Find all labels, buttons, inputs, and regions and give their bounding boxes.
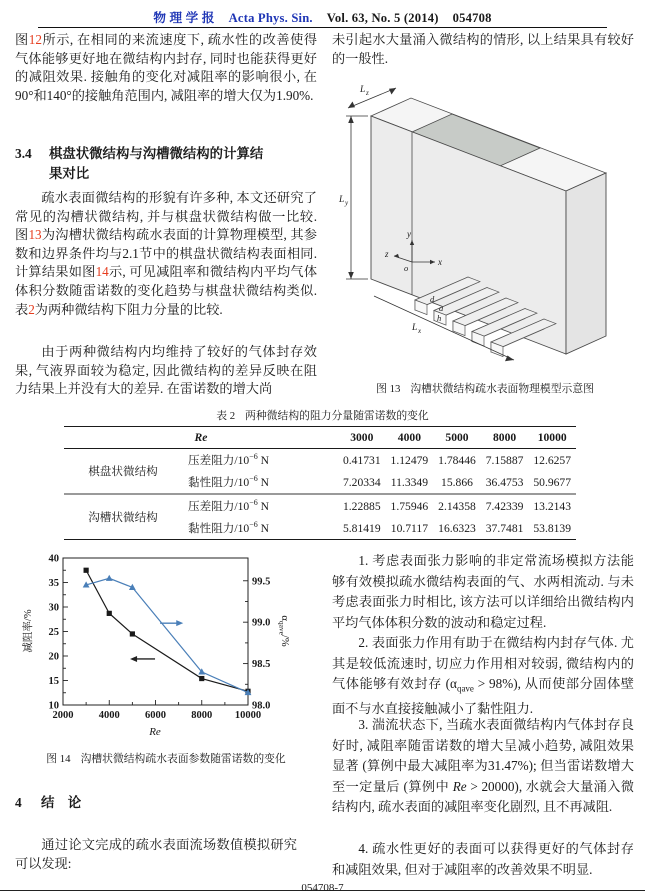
chart-ylabel-left: 减阻率/%	[23, 609, 34, 653]
svg-text:4000: 4000	[98, 710, 120, 721]
cell: 11.3349	[390, 475, 429, 489]
cell: 53.8139	[533, 521, 572, 535]
reynolds-symbol: Re	[452, 778, 467, 794]
text-run: 3. 湍流状态下, 当疏水表面微结构内气体封存良好时, 减阻率随雷诺数的增大呈减小趋势, 减阻效果显著 (算例中最大减阻率为31.47%); 但当雷诺数增大至一定量后 (算例中	[332, 717, 634, 794]
conclusion-4: 4. 疏水性更好的表面可以获得更好的气体封存和减阻效果, 但对于减阻率的改善效果不明显.	[332, 841, 634, 877]
table-row	[64, 449, 576, 472]
row-label	[182, 449, 338, 472]
figure-13-caption	[335, 381, 635, 396]
conclusion-1: 1. 考虑表面张力影响的非定常流场模拟方法能够有效模拟疏水微结构表面的气、水两相流动. 与未考虑表面张力时相比, 该方法可以详细给出微结构内平均气体体积分数的波动和稳定过程.	[332, 553, 634, 630]
cell: 1.12479	[390, 453, 429, 467]
svg-text:35: 35	[48, 578, 59, 589]
conclusion-2	[332, 633, 634, 720]
cell: 1.22885	[338, 494, 386, 517]
col-header: 8000	[481, 427, 529, 449]
svg-text:10000: 10000	[234, 710, 262, 721]
chart-plot-area	[49, 554, 271, 722]
paragraph-generality: 未引起水大量涌入微结构的情形, 以上结果具有较好的一般性.	[332, 32, 634, 66]
figure-14-caption	[15, 751, 317, 766]
ly-label: L	[339, 195, 345, 205]
ylabel-right-unit: /%	[279, 635, 290, 647]
text-run: 所示, 在相同的来流速度下, 疏水性的改善使得气体能够更好地在微结构内封存, 同时也能获得更好的减阻效果. 接触角的变化对减阻率的影响很小, 在90°和140°的接触角范围内, 减阻率的增大仅为1.90%.	[15, 32, 318, 103]
cell: 0.41731	[342, 453, 381, 467]
ylabel-right-alpha: α	[279, 615, 290, 621]
svg-text:6000: 6000	[145, 710, 166, 721]
row-label-unit: N	[257, 522, 269, 535]
svg-text:8000: 8000	[191, 710, 213, 721]
text-run: 为两种微结构下阻力分量的比较.	[34, 301, 223, 317]
conclusion-3	[332, 715, 634, 818]
section-heading-4	[15, 793, 317, 813]
row-label	[182, 471, 338, 494]
cell: 7.42339	[481, 494, 529, 517]
lx-label: L	[412, 323, 418, 333]
row-label-unit: N	[257, 454, 269, 467]
section-heading-3-4	[15, 144, 317, 184]
ly-label-sub: y	[345, 199, 349, 207]
slab-right-face	[566, 173, 606, 354]
lz-label-sub: z	[366, 89, 369, 97]
figure-13-3d-model	[338, 80, 638, 378]
lz-label: L	[360, 85, 366, 95]
table-ref-2: 2	[28, 301, 35, 317]
row-label-unit: N	[257, 476, 269, 489]
cell: 1.78446	[438, 453, 476, 467]
journal-name-cn: 物 理 学 报	[153, 11, 215, 25]
svg-text:98.5: 98.5	[252, 659, 271, 671]
svg-text:99.5: 99.5	[252, 576, 271, 588]
cell: 2.14358	[433, 494, 481, 517]
ly-dimension-arrow	[346, 116, 368, 279]
row-label-text: 压差阻力/10	[188, 454, 250, 467]
text-run: 疏水表面微结构的形貌有许多种, 本文还研究了常见的沟槽状微结构, 并与棋盘状微结构做一比较. 图	[15, 190, 317, 243]
lx-label-sub: x	[418, 327, 422, 335]
cell: 7.20334	[342, 475, 381, 489]
text-run: > 98%), 从而使部分固体壁面不与水直接接触减小了黏性阻力.	[332, 676, 634, 717]
cell: 36.4753	[485, 475, 524, 489]
axis-x-label: x	[438, 257, 442, 267]
cell: 1.75946	[386, 494, 434, 517]
svg-text:25: 25	[48, 627, 59, 638]
cell: 37.7481	[485, 521, 524, 535]
section-number: 4	[15, 795, 22, 810]
table-header-row	[64, 427, 576, 449]
row-label-unit: N	[257, 500, 269, 513]
svg-text:30: 30	[48, 602, 59, 614]
col-header: 5000	[433, 427, 481, 449]
row-label-text: 压差阻力/10	[188, 500, 250, 513]
row-label	[182, 517, 338, 540]
cell: 10.7117	[390, 521, 429, 535]
table-2-caption-tag: 表 2	[216, 410, 236, 422]
axis-z-label: z	[385, 249, 389, 259]
alpha-qave-subscript: qave	[456, 683, 474, 694]
paragraph-conclusion-intro: 通过论文完成的疏水表面流场数值模拟研究可以发现:	[15, 837, 297, 871]
text-run: 2. 表面张力作用有助于在微结构内封存气体. 尤其是较低流速时, 切应力作用相对较弱, 微结构内的气体能够有效封存 (α	[332, 635, 634, 692]
row-label-text: 黏性阻力/10	[188, 522, 250, 535]
svg-text:99.0: 99.0	[252, 617, 271, 629]
journal-name-en: Acta Phys. Sin.	[228, 11, 313, 25]
figure-14-chart	[18, 550, 308, 750]
origin-label: o	[404, 263, 409, 273]
cell: 12.6257	[533, 453, 572, 467]
table-2	[64, 426, 576, 540]
svg-text:2000: 2000	[52, 710, 74, 721]
figure-14-caption-text: 沟槽状微结构疏水表面参数随雷诺数的变化	[80, 753, 286, 765]
volume-info: Vol. 63, No. 5 (2014)	[326, 11, 439, 25]
group-name: 棋盘状微结构	[88, 465, 158, 478]
cell: 13.2143	[528, 494, 576, 517]
svg-text:10: 10	[48, 700, 59, 712]
cell: 5.81419	[342, 521, 381, 535]
svg-text:98.0: 98.0	[252, 700, 271, 712]
chart-xlabel: Re	[149, 726, 161, 738]
row-label-sup: −6	[249, 520, 258, 530]
row-label-text: 黏性阻力/10	[188, 476, 250, 489]
section-title: 结 论	[41, 795, 82, 810]
row-label-sup: −6	[249, 498, 258, 508]
groove-a-label: a	[439, 303, 444, 313]
journal-header	[0, 7, 645, 26]
paragraph-groove-model	[15, 189, 317, 319]
table-row	[64, 494, 576, 517]
col-header: 4000	[386, 427, 434, 449]
paragraph-drag-comparison: 由于两种微结构内均维持了较好的气体封存效果, 气液界面较为稳定, 因此微结构的差异反映在阻力结果上并没有大的差异. 在雷诺数的增大尚	[15, 344, 317, 397]
page-footer: 054708-7	[301, 882, 344, 894]
ylabel-right-sub: qave	[277, 620, 287, 636]
svg-text:40: 40	[48, 553, 59, 565]
text-run: > 20000), 水就会大量涌入微结构内, 疏水表面的减阻率变化剧烈, 且不再减阻.	[332, 778, 634, 815]
re-header: Re	[64, 427, 338, 449]
section-number: 3.4	[15, 146, 32, 161]
row-label	[182, 494, 338, 517]
row-label-sup: −6	[249, 474, 258, 484]
svg-text:20: 20	[48, 651, 59, 663]
group-name: 沟槽状微结构	[64, 494, 182, 540]
figure-13-caption-text: 沟槽状微结构疏水表面物理模型示意图	[410, 383, 594, 395]
paragraph-contact-angle	[15, 31, 317, 105]
table-2-caption	[0, 408, 645, 423]
row-label-sup: −6	[249, 452, 258, 462]
figure-ref-13: 13	[28, 227, 42, 243]
text-run: 为沟槽状微结构疏水表面的计算物理模型, 其参数和边界条件均与2.1节中的棋盘状微结构表面相同. 计算结果如图	[15, 227, 318, 280]
figure-13-caption-tag: 图 13	[376, 383, 401, 395]
cell: 15.866	[441, 475, 473, 489]
header-rule	[38, 27, 607, 28]
article-number: 054708	[452, 11, 492, 25]
svg-text:15: 15	[48, 676, 59, 687]
figure-ref-14: 14	[95, 264, 109, 280]
figure-14-caption-tag: 图 14	[46, 753, 71, 765]
section-title: 棋盘状微结构与沟槽微结构的计算结果对比	[49, 146, 264, 181]
text-run: 图	[15, 32, 29, 47]
chart-ylabel-right	[278, 615, 291, 647]
lz-dimension-arrow	[348, 88, 396, 108]
axis-y-label: y	[407, 229, 411, 239]
col-header: 3000	[338, 427, 386, 449]
cell: 16.6323	[438, 521, 476, 535]
figure-ref-12: 12	[28, 32, 42, 47]
groove-d-label: d	[430, 294, 435, 304]
cell: 7.15887	[485, 453, 524, 467]
groove-h-label: h	[437, 313, 442, 323]
text-run: 示, 可见减阻率和微结构内平均气体体积分数随雷诺数的变化趋势与棋盘状微结构类似. 表	[15, 264, 318, 317]
table-2-caption-text: 两种微结构的阻力分量随雷诺数的变化	[245, 410, 429, 422]
cell: 50.9677	[533, 475, 572, 489]
col-header: 10000	[528, 427, 576, 449]
